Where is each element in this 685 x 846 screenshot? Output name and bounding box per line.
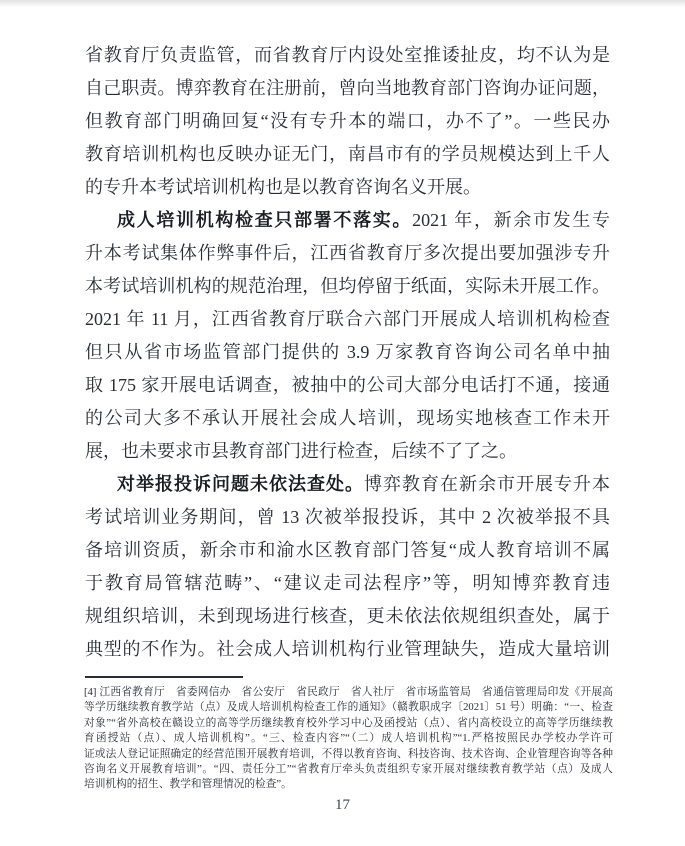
text-line <box>85 105 610 138</box>
page-number: 17 <box>335 797 350 813</box>
text-segment: 教育培训机构也反映办证无门，南昌市有的学员规模达到上千人 <box>85 144 610 164</box>
text-segment: 取 175 家开展电话调查，被抽中的公司大部分电话打不通，接通 <box>85 375 610 395</box>
text-segment: 但教育部门明确回复“没有专升本的端口，办不了”。一些民办 <box>85 111 610 131</box>
footnote-line: 育函授站（点）、成人培训机构”。“三、检查内容”“（二）成人培训机构”“1.严格按照民办学校办学许可 <box>84 732 613 745</box>
text-segment: 的专升本考试培训机构也是以教育咨询名义开展。 <box>85 177 481 197</box>
text-line <box>85 534 610 567</box>
text-line <box>85 39 610 72</box>
text-segment: 博弈教育在新余市开展专升本 <box>364 474 610 494</box>
text-line <box>85 270 610 303</box>
text-segment: 备培训资质，新余市和渝水区教育部门答复“成人教育培训不属 <box>85 540 610 560</box>
footnote-line: 等学历继续教育教学站（点）及成人培训机构检查工作的通知》（赣教职成字〔2021〕51 号）明确：“一、检查 <box>84 701 613 714</box>
text-line <box>85 336 610 369</box>
text-line <box>85 237 610 270</box>
text-segment: 考试培训业务期间，曾 13 次被举报投诉，其中 2 次被举报不具 <box>85 507 610 527</box>
footnote <box>84 685 613 793</box>
footnote-line: [4] 江西省教育厅 省委网信办 省公安厅 省民政厅 省人社厅 省市场监管局 省通信管理局印发《开展高 <box>84 686 613 698</box>
text-line <box>85 468 610 501</box>
body-text <box>85 39 610 666</box>
text-line <box>85 138 610 171</box>
scan-artifact-band <box>0 0 685 7</box>
text-line <box>85 633 610 666</box>
text-segment: 本考试培训机构的规范治理，但均停留于纸面，实际未开展工作。 <box>85 276 610 296</box>
text-segment: 于教育局管辖范畴”、“建议走司法程序”等，明知博弈教育违 <box>85 573 610 593</box>
text-line <box>85 369 610 402</box>
footnote-line: 咨询名义开展教育培训”。“四、责任分工”“省教育厅牵头负责组织专家开展对继续教育教学站（点）及成人 <box>84 762 613 775</box>
text-segment: 省教育厅负责监管，而省教育厅内设处室推诿扯皮，均不认为是 <box>85 45 610 65</box>
text-line <box>85 600 610 633</box>
text-segment: 自己职责。博弈教育在注册前，曾向当地教育部门咨询办证问题， <box>85 78 610 98</box>
bold-lead: 对举报投诉问题未依法查处。 <box>117 474 364 494</box>
footnote-line: 证或法人登记证照确定的经营范围开展教育培训，不得以教育咨询、科技咨询、技术咨询、企业管理咨询等各种 <box>84 747 613 760</box>
text-segment: 规组织培训，未到现场进行核查，更未依法依规组织查处，属于 <box>85 606 610 626</box>
text-segment: 2021 年，新余市发生专 <box>412 210 610 230</box>
text-line <box>85 567 610 600</box>
text-line <box>85 402 610 435</box>
text-segment: 典型的不作为。社会成人培训机构行业管理缺失，造成大量培训 <box>85 639 610 659</box>
footnote-line: 培训机构的招生、教学和管理情况的检查”。 <box>84 778 292 791</box>
text-segment: 2021 年 11 月，江西省教育厅联合六部门开展成人培训机构检查 <box>85 309 610 329</box>
text-line <box>85 72 610 105</box>
text-segment: 的公司大多不承认开展社会成人培训，现场实地核查工作未开 <box>85 408 610 428</box>
text-line <box>85 303 610 336</box>
text-segment: 升本考试集体作弊事件后，江西省教育厅多次提出要加强涉专升 <box>85 243 610 263</box>
text-line <box>85 501 610 534</box>
text-line <box>85 171 610 204</box>
text-segment: 展，也未要求市县教育部门进行检查，后续不了了之。 <box>85 441 517 461</box>
text-segment: 但只从省市场监管部门提供的 3.9 万家教育咨询公司名单中抽 <box>85 342 610 362</box>
footnote-separator <box>85 676 243 678</box>
text-line <box>85 435 610 468</box>
footnote-line: 对象”“省外高校在赣设立的高等学历继续教育校外学习中心及函授站（点）、省内高校设立的高等学历继续教 <box>84 716 613 729</box>
bold-lead: 成人培训机构检查只部署不落实。 <box>117 210 413 230</box>
text-line <box>85 204 610 237</box>
